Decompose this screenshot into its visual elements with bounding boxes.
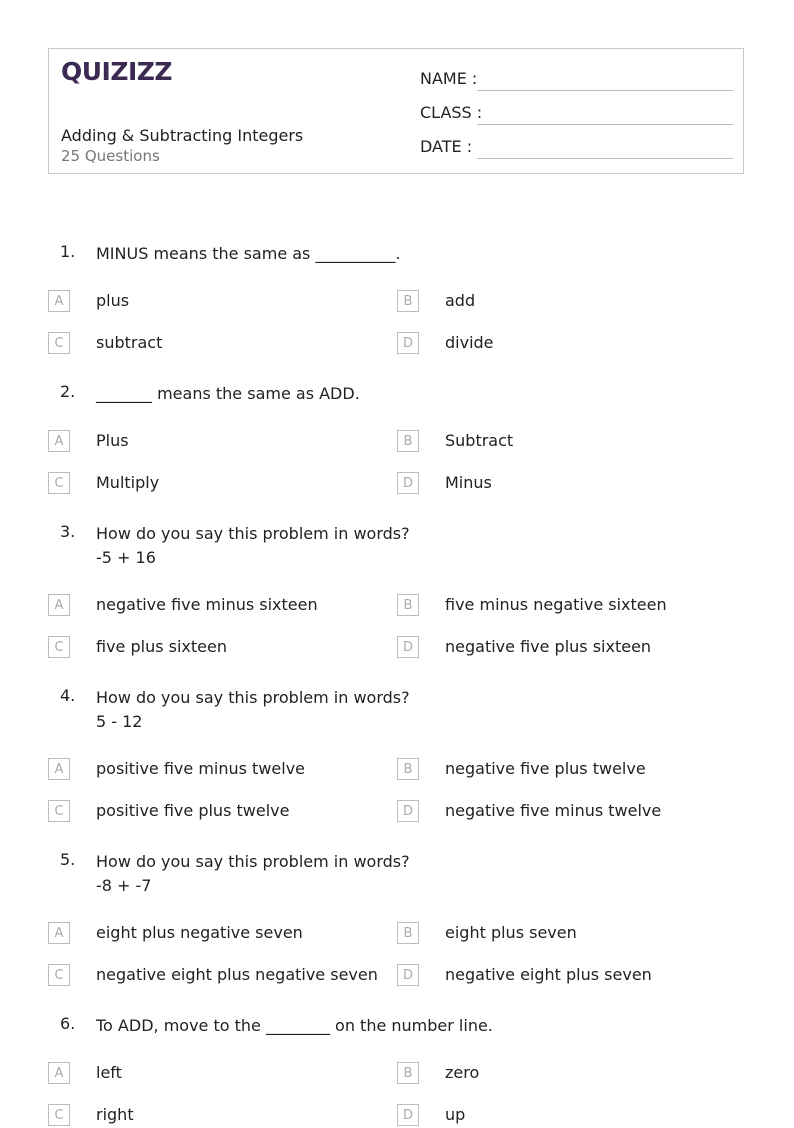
- option-d[interactable]: [397, 636, 727, 660]
- option-c[interactable]: [48, 1104, 378, 1128]
- option-letter-box[interactable]: A: [48, 290, 70, 312]
- option-text: Subtract: [445, 431, 514, 450]
- question-text: _______ means the same as ADD.: [96, 384, 360, 403]
- quizizz-logo: QUIZIZZ: [61, 57, 173, 86]
- option-a[interactable]: [48, 594, 378, 618]
- option-d[interactable]: [397, 964, 727, 988]
- option-b[interactable]: [397, 290, 727, 314]
- option-a[interactable]: [48, 922, 378, 946]
- option-text: negative five plus twelve: [445, 759, 646, 778]
- option-text: right: [96, 1105, 134, 1124]
- option-letter-box[interactable]: A: [48, 1062, 70, 1084]
- option-letter-box[interactable]: D: [397, 800, 419, 822]
- option-text: five plus sixteen: [96, 637, 227, 656]
- worksheet-header: [48, 48, 744, 174]
- option-text: five minus negative sixteen: [445, 595, 667, 614]
- option-b[interactable]: [397, 922, 727, 946]
- option-c[interactable]: [48, 964, 378, 988]
- option-text: add: [445, 291, 476, 310]
- option-text: negative five minus sixteen: [96, 595, 318, 614]
- option-b[interactable]: [397, 594, 727, 618]
- date-field[interactable]: [420, 137, 733, 159]
- option-letter-box[interactable]: B: [397, 430, 419, 452]
- option-letter-box[interactable]: B: [397, 758, 419, 780]
- name-label: NAME :: [420, 69, 478, 88]
- option-text: subtract: [96, 333, 163, 352]
- option-letter-box[interactable]: D: [397, 964, 419, 986]
- option-c[interactable]: [48, 472, 378, 496]
- question-number: 2.: [60, 382, 76, 401]
- question-text: MINUS means the same as __________.: [96, 244, 401, 263]
- option-letter-box[interactable]: C: [48, 1104, 70, 1126]
- option-text: up: [445, 1105, 466, 1124]
- option-letter-box[interactable]: A: [48, 430, 70, 452]
- option-text: Plus: [96, 431, 129, 450]
- name-field[interactable]: [420, 69, 733, 91]
- worksheet-title: Adding & Subtracting Integers: [61, 126, 304, 145]
- option-a[interactable]: [48, 430, 378, 454]
- option-text: zero: [445, 1063, 480, 1082]
- class-field[interactable]: [420, 103, 733, 125]
- option-letter-box[interactable]: C: [48, 332, 70, 354]
- option-b[interactable]: [397, 430, 727, 454]
- option-text: negative eight plus negative seven: [96, 965, 378, 984]
- option-letter-box[interactable]: C: [48, 472, 70, 494]
- option-d[interactable]: [397, 332, 727, 356]
- option-letter-box[interactable]: B: [397, 922, 419, 944]
- option-text: negative five plus sixteen: [445, 637, 652, 656]
- class-label: CLASS :: [420, 103, 483, 122]
- option-text: positive five minus twelve: [96, 759, 306, 778]
- question-count: 25 Questions: [61, 147, 160, 165]
- option-text: negative five minus twelve: [445, 801, 662, 820]
- option-text: left: [96, 1063, 122, 1082]
- option-text: negative eight plus seven: [445, 965, 652, 984]
- option-text: eight plus negative seven: [96, 923, 303, 942]
- option-d[interactable]: [397, 472, 727, 496]
- option-text: eight plus seven: [445, 923, 577, 942]
- option-text: Multiply: [96, 473, 160, 492]
- name-line[interactable]: [477, 90, 733, 91]
- question-number: 1.: [60, 242, 76, 261]
- date-label: DATE :: [420, 137, 473, 156]
- question-text: How do you say this problem in words? 5 - 12: [96, 688, 410, 731]
- question-number: 5.: [60, 850, 76, 869]
- option-a[interactable]: [48, 290, 378, 314]
- option-letter-box[interactable]: A: [48, 758, 70, 780]
- option-text: Minus: [445, 473, 492, 492]
- option-d[interactable]: [397, 1104, 727, 1128]
- option-letter-box[interactable]: D: [397, 1104, 419, 1126]
- option-d[interactable]: [397, 800, 727, 824]
- option-text: positive five plus twelve: [96, 801, 290, 820]
- question-text: How do you say this problem in words? -5 + 16: [96, 524, 410, 567]
- option-letter-box[interactable]: C: [48, 800, 70, 822]
- option-letter-box[interactable]: B: [397, 594, 419, 616]
- option-a[interactable]: [48, 758, 378, 782]
- date-line[interactable]: [477, 158, 733, 159]
- question-number: 4.: [60, 686, 76, 705]
- option-letter-box[interactable]: B: [397, 290, 419, 312]
- option-b[interactable]: [397, 1062, 727, 1086]
- option-letter-box[interactable]: D: [397, 472, 419, 494]
- option-text: plus: [96, 291, 130, 310]
- class-line[interactable]: [477, 124, 733, 125]
- option-letter-box[interactable]: C: [48, 636, 70, 658]
- option-b[interactable]: [397, 758, 727, 782]
- option-letter-box[interactable]: A: [48, 594, 70, 616]
- question-text: How do you say this problem in words? -8 + -7: [96, 852, 410, 895]
- option-c[interactable]: [48, 332, 378, 356]
- option-letter-box[interactable]: C: [48, 964, 70, 986]
- option-letter-box[interactable]: A: [48, 922, 70, 944]
- option-text: divide: [445, 333, 494, 352]
- option-c[interactable]: [48, 636, 378, 660]
- option-letter-box[interactable]: B: [397, 1062, 419, 1084]
- option-letter-box[interactable]: D: [397, 332, 419, 354]
- option-letter-box[interactable]: D: [397, 636, 419, 658]
- question-number: 3.: [60, 522, 76, 541]
- option-c[interactable]: [48, 800, 378, 824]
- option-a[interactable]: [48, 1062, 378, 1086]
- question-number: 6.: [60, 1014, 76, 1033]
- question-text: To ADD, move to the ________ on the number line.: [96, 1016, 493, 1035]
